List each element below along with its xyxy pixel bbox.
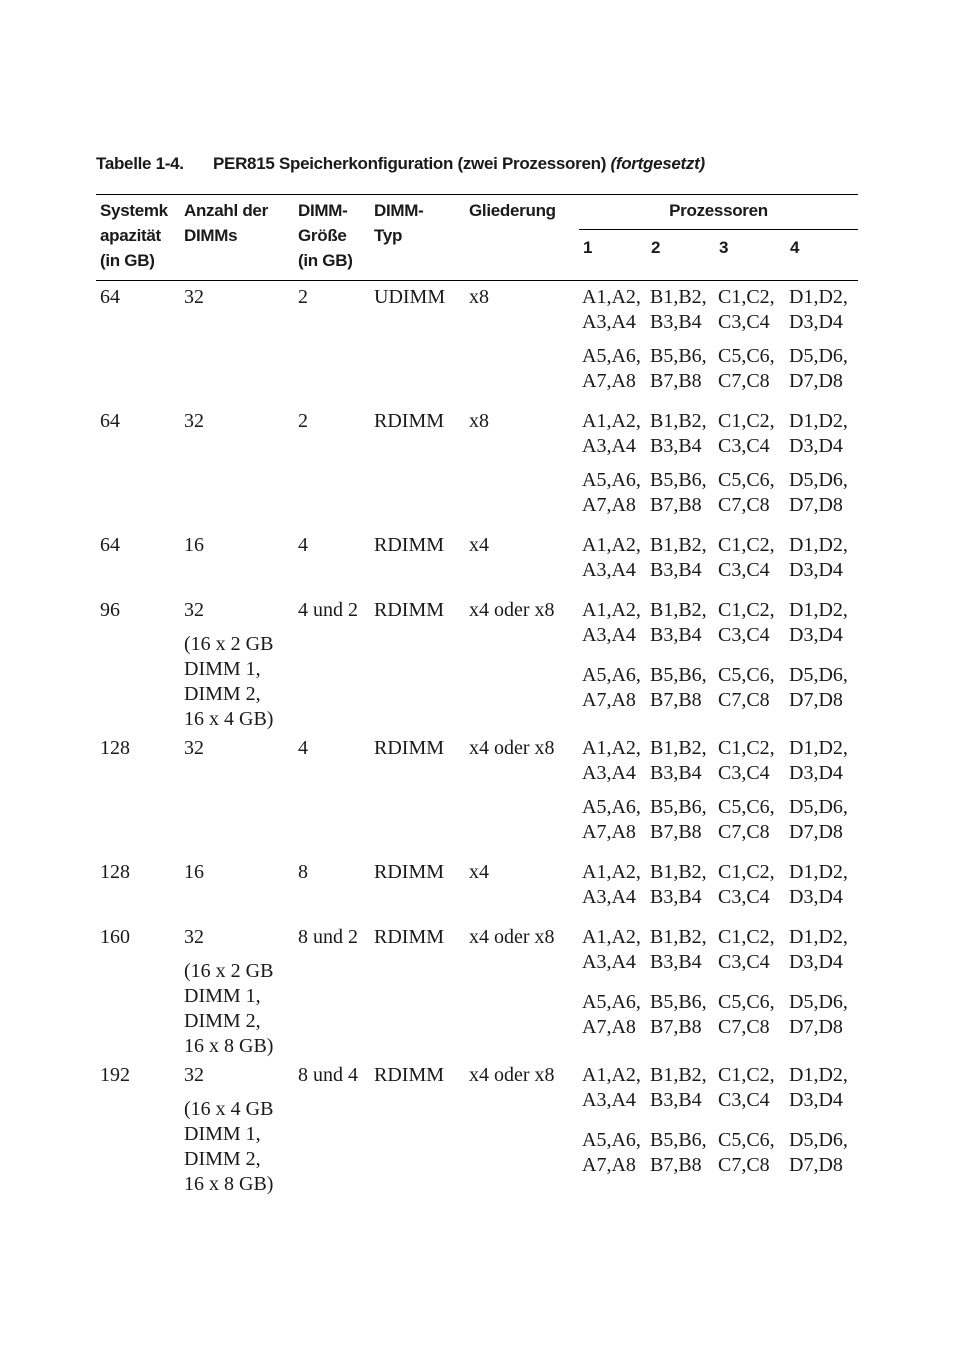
slot-pair: B7,B8 — [650, 689, 702, 712]
header-processor-4: 4 — [786, 230, 858, 281]
slot-pair: B1,B2, — [650, 410, 707, 432]
cell-processor-4-slots — [786, 921, 858, 981]
dimm-mix-note — [184, 632, 290, 732]
cell-processor-1-slots — [579, 529, 647, 594]
cell-ranking: x4 oder x8 — [469, 599, 555, 621]
slot-pair: D7,D8 — [789, 1016, 843, 1039]
dimm-count-value: 32 — [184, 1064, 204, 1086]
cell-processor-3-slots — [715, 405, 786, 459]
table-row — [96, 732, 858, 786]
slot-pair: A1,A2, — [582, 926, 641, 948]
cell-dimm-count — [180, 594, 294, 732]
slot-pair: A7,A8 — [582, 1154, 636, 1177]
cell-processor-3-slots — [715, 921, 786, 981]
slot-pair: A1,A2, — [582, 737, 641, 759]
cell-processor-4-slots — [786, 529, 858, 594]
cell-processor-4-slots — [786, 654, 858, 732]
cell-capacity: 64 — [100, 410, 120, 432]
cell-capacity: 160 — [100, 926, 130, 948]
cell-dimm-count — [180, 856, 294, 921]
cell-capacity: 128 — [100, 737, 130, 759]
header-dimm-count: Anzahl der DIMMs — [180, 195, 294, 281]
header-ranking: Gliederung — [465, 195, 579, 281]
slot-pair: C3,C4 — [718, 624, 770, 646]
cell-processor-3-slots — [715, 594, 786, 654]
slot-pair: C7,C8 — [718, 494, 770, 516]
slot-pair: D5,D6, — [789, 991, 848, 1014]
slot-pair: C7,C8 — [718, 370, 770, 392]
slot-pair: D5,D6, — [789, 664, 848, 687]
cell-ranking: x4 — [469, 861, 489, 883]
slot-pair: D7,D8 — [789, 689, 843, 712]
dimm-mix-note-line: (16 x 4 GB — [184, 1098, 274, 1120]
slot-pair: C1,C2, — [718, 534, 775, 556]
cell-processor-1-slots — [579, 459, 647, 529]
table-row — [96, 921, 858, 981]
slot-pair: B7,B8 — [650, 494, 702, 516]
slot-pair: D5,D6, — [789, 345, 848, 367]
cell-processor-3-slots — [715, 335, 786, 405]
slot-pair: C5,C6, — [718, 664, 775, 687]
cell-processor-3-slots — [715, 529, 786, 594]
cell-processor-4-slots — [786, 281, 858, 336]
slot-pair: A1,A2, — [582, 1064, 641, 1086]
cell-processor-1-slots — [579, 594, 647, 654]
dimm-count-value: 16 — [184, 861, 204, 883]
slot-pair: C5,C6, — [718, 991, 775, 1014]
cell-processor-3-slots — [715, 281, 786, 336]
slot-pair: A3,A4 — [582, 762, 636, 784]
slot-pair: B3,B4 — [650, 311, 702, 333]
slot-pair: C7,C8 — [718, 689, 770, 712]
cell-dimm-size: 8 — [298, 861, 308, 883]
cell-dimm-size: 2 — [298, 286, 308, 308]
cell-processor-2-slots — [647, 732, 715, 786]
slot-pair: C1,C2, — [718, 737, 775, 759]
cell-processor-3-slots — [715, 981, 786, 1059]
dimm-mix-note-line: DIMM 2, — [184, 1010, 261, 1032]
slot-pair: A1,A2, — [582, 861, 641, 883]
slot-pair: D5,D6, — [789, 469, 848, 491]
cell-capacity: 128 — [100, 861, 130, 883]
header-processors: Prozessoren — [579, 195, 858, 230]
cell-dimm-count — [180, 732, 294, 856]
cell-dimm-type: RDIMM — [374, 1064, 445, 1086]
slot-pair: A1,A2, — [582, 286, 641, 308]
slot-pair: B3,B4 — [650, 886, 702, 908]
header-processor-3: 3 — [715, 230, 786, 281]
cell-processor-2-slots — [647, 281, 715, 336]
slot-pair: C1,C2, — [718, 861, 775, 883]
cell-capacity: 64 — [100, 286, 120, 308]
cell-processor-2-slots — [647, 529, 715, 594]
slot-pair: A5,A6, — [582, 345, 641, 367]
slot-pair: C7,C8 — [718, 1016, 770, 1039]
table-row — [96, 856, 858, 921]
cell-processor-3-slots — [715, 856, 786, 921]
slot-pair: D7,D8 — [789, 370, 843, 392]
slot-pair: A5,A6, — [582, 1129, 641, 1152]
dimm-mix-note — [184, 959, 290, 1059]
cell-dimm-size: 8 und 2 — [298, 926, 358, 948]
cell-processor-4-slots — [786, 335, 858, 405]
dimm-count-value: 32 — [184, 737, 204, 759]
slot-pair: B7,B8 — [650, 370, 702, 392]
slot-pair: C1,C2, — [718, 286, 775, 308]
slot-pair: D3,D4 — [789, 1089, 843, 1111]
slot-pair: B7,B8 — [650, 1016, 702, 1039]
cell-dimm-size: 4 — [298, 534, 308, 556]
table-row — [96, 529, 858, 594]
dimm-count-value: 16 — [184, 534, 204, 556]
slot-pair: D3,D4 — [789, 435, 843, 457]
cell-processor-2-slots — [647, 405, 715, 459]
cell-processor-4-slots — [786, 786, 858, 856]
slot-pair: B3,B4 — [650, 435, 702, 457]
cell-capacity: 64 — [100, 534, 120, 556]
table-row — [96, 594, 858, 654]
cell-processor-4-slots — [786, 1119, 858, 1197]
cell-processor-2-slots — [647, 921, 715, 981]
slot-pair: D3,D4 — [789, 951, 843, 973]
slot-pair: C5,C6, — [718, 1129, 775, 1152]
slot-pair: B5,B6, — [650, 345, 707, 367]
dimm-mix-note-line: DIMM 1, — [184, 658, 261, 680]
cell-processor-3-slots — [715, 654, 786, 732]
slot-pair: C3,C4 — [718, 435, 770, 457]
slot-pair: A1,A2, — [582, 599, 641, 621]
table-title: PER815 Speicherkonfiguration (zwei Prozessoren) — [213, 154, 607, 173]
cell-dimm-count — [180, 281, 294, 406]
slot-pair: B1,B2, — [650, 737, 707, 759]
slot-pair: D3,D4 — [789, 762, 843, 784]
slot-pair: A5,A6, — [582, 664, 641, 687]
slot-pair: C5,C6, — [718, 345, 775, 367]
header-capacity: Systemk apazität (in GB) — [96, 195, 180, 281]
slot-pair: B3,B4 — [650, 1089, 702, 1111]
slot-pair: B3,B4 — [650, 951, 702, 973]
slot-pair: D1,D2, — [789, 1064, 848, 1086]
slot-pair: B1,B2, — [650, 861, 707, 883]
slot-pair: A1,A2, — [582, 410, 641, 432]
slot-pair: B1,B2, — [650, 534, 707, 556]
slot-pair: D1,D2, — [789, 286, 848, 308]
cell-processor-1-slots — [579, 405, 647, 459]
slot-pair: A3,A4 — [582, 435, 636, 457]
cell-processor-3-slots — [715, 1119, 786, 1197]
cell-processor-1-slots — [579, 856, 647, 921]
cell-capacity: 192 — [100, 1064, 130, 1086]
dimm-mix-note-line: (16 x 2 GB — [184, 960, 274, 982]
dimm-mix-note-line: 16 x 4 GB) — [184, 708, 274, 730]
dimm-count-value: 32 — [184, 286, 204, 308]
slot-pair: C7,C8 — [718, 1154, 770, 1177]
dimm-count-value: 32 — [184, 926, 204, 948]
dimm-mix-note-line: DIMM 1, — [184, 1123, 261, 1145]
slot-pair: A5,A6, — [582, 796, 641, 818]
cell-processor-1-slots — [579, 921, 647, 981]
cell-processor-4-slots — [786, 594, 858, 654]
cell-processor-2-slots — [647, 981, 715, 1059]
header-processor-1: 1 — [579, 230, 647, 281]
cell-processor-3-slots — [715, 1059, 786, 1119]
slot-pair: C3,C4 — [718, 762, 770, 784]
cell-dimm-size: 2 — [298, 410, 308, 432]
slot-pair: B3,B4 — [650, 624, 702, 646]
slot-pair: C5,C6, — [718, 469, 775, 491]
dimm-count-value: 32 — [184, 410, 204, 432]
cell-processor-1-slots — [579, 654, 647, 732]
cell-processor-2-slots — [647, 1119, 715, 1197]
slot-pair: B5,B6, — [650, 1129, 707, 1152]
cell-ranking: x8 — [469, 410, 489, 432]
slot-pair: A3,A4 — [582, 311, 636, 333]
slot-pair: A3,A4 — [582, 1089, 636, 1111]
slot-pair: B1,B2, — [650, 1064, 707, 1086]
cell-ranking: x4 oder x8 — [469, 1064, 555, 1086]
cell-processor-2-slots — [647, 1059, 715, 1119]
table-row — [96, 1059, 858, 1119]
slot-pair: D7,D8 — [789, 1154, 843, 1177]
slot-pair: B5,B6, — [650, 664, 707, 687]
slot-pair: C1,C2, — [718, 599, 775, 621]
cell-capacity: 96 — [100, 599, 120, 621]
cell-dimm-type: UDIMM — [374, 286, 446, 308]
slot-pair: C3,C4 — [718, 311, 770, 333]
slot-pair: B1,B2, — [650, 599, 707, 621]
table-row — [96, 405, 858, 459]
slot-pair: D7,D8 — [789, 494, 843, 516]
memory-configuration-table — [96, 194, 858, 1197]
cell-dimm-count — [180, 921, 294, 1059]
slot-pair: D1,D2, — [789, 926, 848, 948]
table-header — [96, 195, 858, 281]
cell-ranking: x4 — [469, 534, 489, 556]
cell-processor-3-slots — [715, 786, 786, 856]
slot-pair: D1,D2, — [789, 861, 848, 883]
slot-pair: D3,D4 — [789, 886, 843, 908]
cell-processor-4-slots — [786, 459, 858, 529]
slot-pair: A3,A4 — [582, 624, 636, 646]
cell-dimm-type: RDIMM — [374, 861, 445, 883]
cell-dimm-type: RDIMM — [374, 534, 445, 556]
cell-processor-4-slots — [786, 1059, 858, 1119]
cell-dimm-count — [180, 405, 294, 529]
cell-ranking: x8 — [469, 286, 489, 308]
dimm-mix-note-line: DIMM 1, — [184, 985, 261, 1007]
slot-pair: D1,D2, — [789, 410, 848, 432]
cell-dimm-size: 4 — [298, 737, 308, 759]
dimm-count-value: 32 — [184, 599, 204, 621]
dimm-mix-note — [184, 1097, 290, 1197]
slot-pair: D1,D2, — [789, 534, 848, 556]
cell-processor-2-slots — [647, 335, 715, 405]
slot-pair: D3,D4 — [789, 624, 843, 646]
cell-dimm-type: RDIMM — [374, 737, 445, 759]
cell-ranking: x4 oder x8 — [469, 737, 555, 759]
dimm-mix-note-line: 16 x 8 GB) — [184, 1035, 274, 1057]
slot-pair: A1,A2, — [582, 534, 641, 556]
dimm-mix-note-line: (16 x 2 GB — [184, 633, 274, 655]
slot-pair: D1,D2, — [789, 737, 848, 759]
dimm-mix-note-line: DIMM 2, — [184, 683, 261, 705]
slot-pair: A5,A6, — [582, 991, 641, 1014]
cell-processor-1-slots — [579, 981, 647, 1059]
dimm-mix-note-line: 16 x 8 GB) — [184, 1173, 274, 1195]
slot-pair: A7,A8 — [582, 1016, 636, 1039]
slot-pair: C5,C6, — [718, 796, 775, 818]
table-number: Tabelle 1-4. — [96, 154, 184, 173]
cell-processor-1-slots — [579, 335, 647, 405]
slot-pair: C1,C2, — [718, 410, 775, 432]
slot-pair: A7,A8 — [582, 494, 636, 516]
cell-processor-2-slots — [647, 459, 715, 529]
slot-pair: B5,B6, — [650, 796, 707, 818]
slot-pair: B1,B2, — [650, 286, 707, 308]
slot-pair: B7,B8 — [650, 821, 702, 843]
cell-dimm-type: RDIMM — [374, 926, 445, 948]
cell-processor-1-slots — [579, 786, 647, 856]
slot-pair: D7,D8 — [789, 821, 843, 843]
slot-pair: D5,D6, — [789, 796, 848, 818]
cell-processor-2-slots — [647, 856, 715, 921]
cell-processor-4-slots — [786, 981, 858, 1059]
slot-pair: B5,B6, — [650, 991, 707, 1014]
slot-pair: B5,B6, — [650, 469, 707, 491]
cell-processor-1-slots — [579, 1119, 647, 1197]
slot-pair: B7,B8 — [650, 1154, 702, 1177]
cell-dimm-count — [180, 529, 294, 594]
slot-pair: C3,C4 — [718, 886, 770, 908]
cell-processor-4-slots — [786, 405, 858, 459]
slot-pair: C3,C4 — [718, 559, 770, 581]
cell-processor-1-slots — [579, 281, 647, 336]
cell-processor-2-slots — [647, 594, 715, 654]
slot-pair: A3,A4 — [582, 559, 636, 581]
slot-pair: C7,C8 — [718, 821, 770, 843]
table-caption — [96, 154, 876, 174]
slot-pair: A3,A4 — [582, 886, 636, 908]
continued-note: (fortgesetzt) — [610, 154, 705, 173]
slot-pair: B3,B4 — [650, 762, 702, 784]
slot-pair: C3,C4 — [718, 951, 770, 973]
slot-pair: D5,D6, — [789, 1129, 848, 1152]
cell-dimm-count — [180, 1059, 294, 1197]
cell-processor-1-slots — [579, 732, 647, 786]
slot-pair: D3,D4 — [789, 559, 843, 581]
slot-pair: A3,A4 — [582, 951, 636, 973]
cell-dimm-size: 8 und 4 — [298, 1064, 358, 1086]
cell-processor-4-slots — [786, 856, 858, 921]
cell-processor-2-slots — [647, 786, 715, 856]
header-dimm-type: DIMM- Typ — [370, 195, 465, 281]
slot-pair: A7,A8 — [582, 821, 636, 843]
slot-pair: B1,B2, — [650, 926, 707, 948]
cell-ranking: x4 oder x8 — [469, 926, 555, 948]
dimm-mix-note-line: DIMM 2, — [184, 1148, 261, 1170]
cell-dimm-type: RDIMM — [374, 410, 445, 432]
table-body — [96, 281, 858, 1198]
slot-pair: C3,C4 — [718, 1089, 770, 1111]
cell-processor-1-slots — [579, 1059, 647, 1119]
table-row — [96, 281, 858, 336]
header-processor-2: 2 — [647, 230, 715, 281]
slot-pair: A7,A8 — [582, 689, 636, 712]
cell-processor-3-slots — [715, 459, 786, 529]
slot-pair: C1,C2, — [718, 1064, 775, 1086]
slot-pair: D3,D4 — [789, 311, 843, 333]
slot-pair: D1,D2, — [789, 599, 848, 621]
cell-processor-3-slots — [715, 732, 786, 786]
slot-pair: B3,B4 — [650, 559, 702, 581]
cell-dimm-type: RDIMM — [374, 599, 445, 621]
cell-dimm-size: 4 und 2 — [298, 599, 358, 621]
cell-processor-4-slots — [786, 732, 858, 786]
cell-processor-2-slots — [647, 654, 715, 732]
slot-pair: A7,A8 — [582, 370, 636, 392]
header-dimm-size: DIMM- Größe (in GB) — [294, 195, 370, 281]
slot-pair: C1,C2, — [718, 926, 775, 948]
slot-pair: A5,A6, — [582, 469, 641, 491]
